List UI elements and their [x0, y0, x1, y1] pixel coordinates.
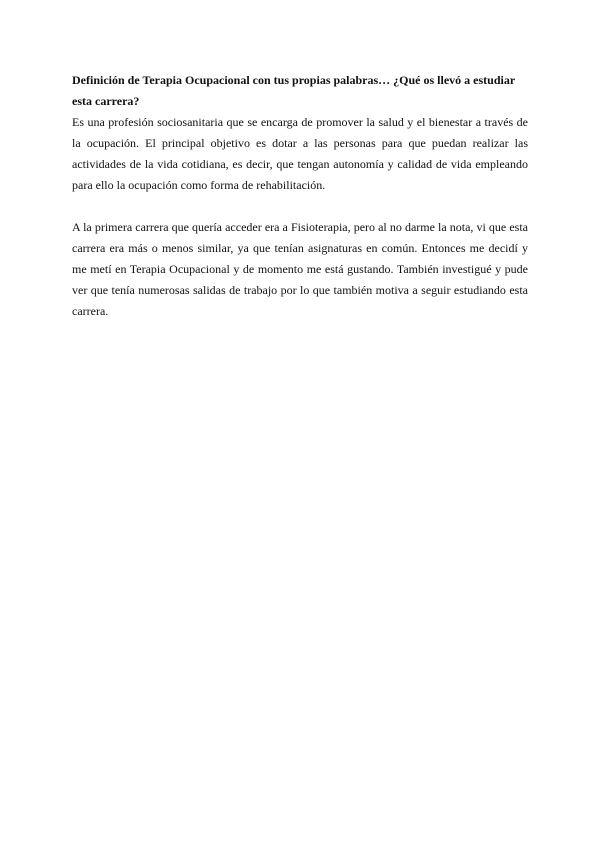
paragraph-motivation: A la primera carrera que quería acceder era a Fisioterapia, pero al no darme la nota, vi que esta carrera era más o menos similar, ya que tenían asignaturas en común. Entonces me decidí y me metí en Terapia Ocupacional y de momento me está gustando. También investigué y pude ver que tenía numerosas salidas de trabajo por lo que también motiva a seguir estudiando esta carrera.: [72, 220, 528, 318]
paragraph-definition: Es una profesión sociosanitaria que se encarga de promover la salud y el bienestar a través de la ocupación. El principal objetivo es dotar a las personas para que puedan realizar las actividades de la vida cotidiana, es decir, que tengan autonomía y calidad de vida empleando para ello la ocupación como forma de rehabilitación.: [72, 115, 528, 192]
document-title: Definición de Terapia Ocupacional con tus propias palabras… ¿Qué os llevó a estudiar esta carrera?: [72, 73, 515, 108]
document-body: [72, 70, 528, 322]
